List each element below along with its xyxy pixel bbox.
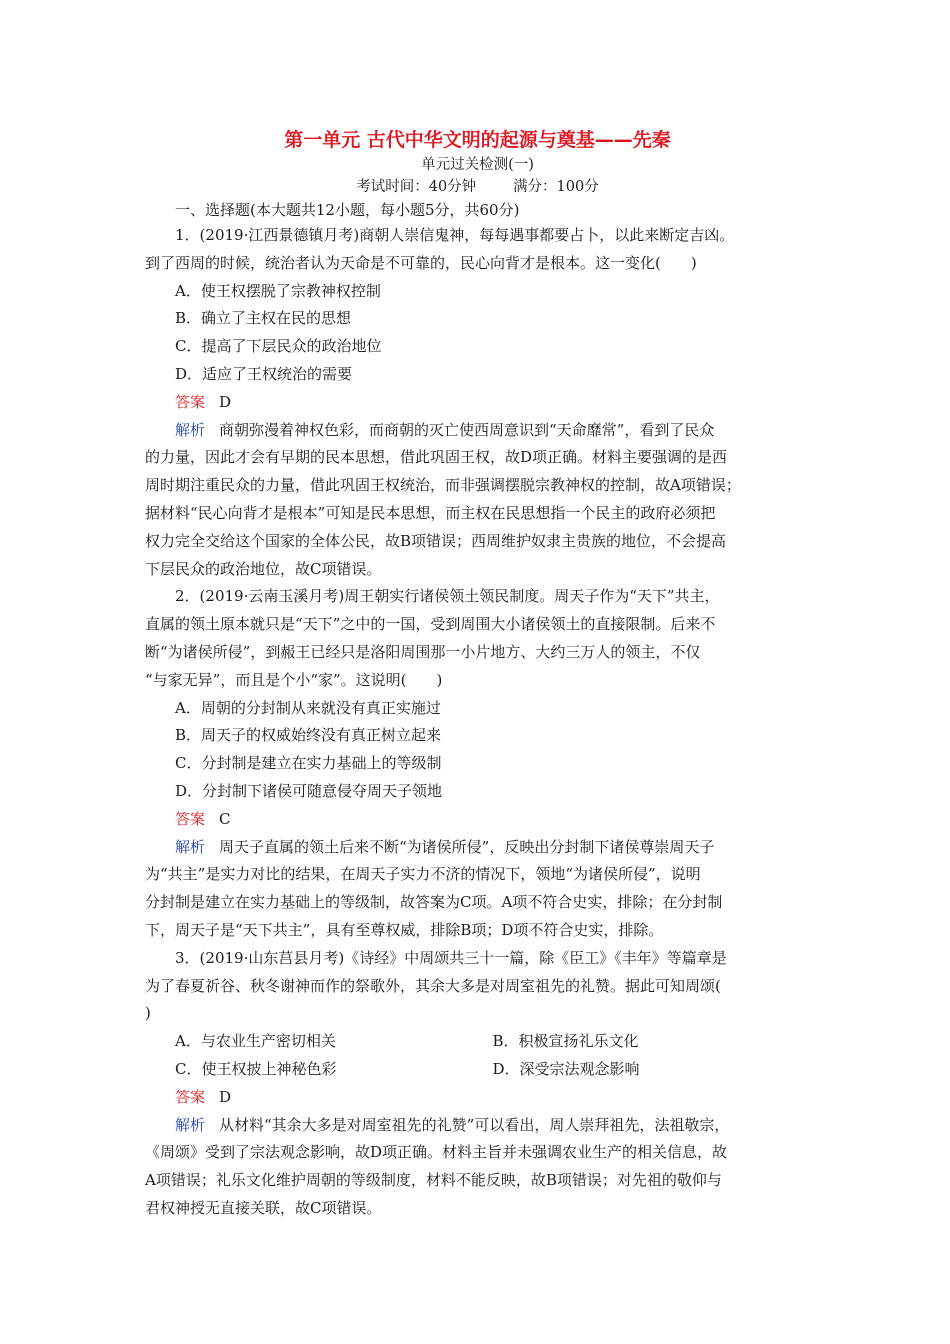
question-3-analysis-line-4: 君权神授无直接关联，故C项错误。 [145, 1198, 382, 1217]
question-2-option-a: A．周朝的分封制从来就没有真正实施过 [175, 698, 441, 717]
question-3-option-d: D．深受宗法观念影响 [492, 1059, 640, 1078]
question-3-analysis-line-1: 解析 从材料“其余大多是对周室祖先的礼赞”可以看出，周人崇拜祖先，法祖敬宗， [175, 1115, 730, 1134]
document-page [145, 126, 810, 1223]
question-1-answer-value: D [219, 392, 232, 411]
exam-time: 考试时间：40分钟 [356, 179, 477, 195]
question-3-answer-value: D [219, 1087, 232, 1106]
question-1-answer [145, 389, 810, 417]
question-3-option-a: A．与农业生产密切相关 [175, 1032, 336, 1051]
analysis-label: 解析 [175, 420, 206, 439]
question-2-stem-line-2: 直属的领土原本就只是“天下”之中的一国，受到周围大小诸侯领土的直接限制。后来不 [145, 615, 716, 634]
question-1-option-a: A．使王权摆脱了宗教神权控制 [175, 281, 381, 300]
exam-meta [145, 176, 810, 198]
question-1-stem-line-1: 1．(2019·江西景德镇月考)商朝人崇信鬼神，每每遇事都要占卜，以此来断定吉凶。 [175, 226, 735, 244]
question-2 [145, 583, 810, 944]
question-3-stem-line-2: 为了春夏祈谷、秋冬谢神而作的祭歌外，其余大多是对周室祖先的礼赞。据此可知周颂( [145, 976, 721, 995]
question-2-stem-line-1: 2．(2019·云南玉溪月考)周王朝实行诸侯领土领民制度。周天子作为“天下”共主， [175, 587, 720, 606]
question-2-stem-line-4: “与家无异”，而且是个小“家”。这说明( ) [145, 670, 443, 689]
question-1-stem-line-2: 到了西周的时候，统治者认为天命是不可靠的，民心向背才是根本。这一变化( ) [145, 253, 697, 272]
question-3-stem-line-3: ) [145, 1004, 151, 1023]
question-1-analysis-line-3: 周时期注重民众的力量，借此巩固王权统治，而非强调摆脱宗教神权的控制，故A项错误； [145, 476, 741, 495]
analysis-label: 解析 [175, 837, 206, 856]
question-2-analysis-line-4: 下，周天子是“天下共主”，具有至尊权威，排除B项；D项不符合史实，排除。 [145, 920, 664, 939]
full-score: 满分：100分 [513, 179, 599, 195]
section-heading: 一、选择题(本大题共12小题，每小题5分，共60分) [175, 201, 520, 219]
question-2-stem-line-3: 断“为诸侯所侵”，到赧王已经只是洛阳周围那一小片地方、大约三万人的领主，不仅 [145, 642, 701, 661]
question-2-option-b: B．周天子的权威始终没有真正树立起来 [175, 726, 442, 745]
question-1-option-c: C．提高了下层民众的政治地位 [175, 337, 382, 356]
question-3-options-row-1 [145, 1028, 810, 1056]
question-3-option-c: C．使王权披上神秘色彩 [175, 1059, 337, 1078]
question-1 [145, 222, 810, 583]
answer-label: 答案 [175, 1087, 206, 1106]
question-2-option-d: D．分封制下诸侯可随意侵夺周天子领地 [175, 781, 443, 800]
unit-title: 第一单元 古代中华文明的起源与奠基——先秦 [284, 129, 671, 151]
question-3-stem-line-1: 3．(2019·山东莒县月考)《诗经》中周颂共三十一篇，除《臣工》《丰年》等篇章是 [175, 948, 727, 967]
question-2-answer [145, 806, 810, 834]
question-3-options-row-2 [145, 1056, 810, 1084]
analysis-label: 解析 [175, 1115, 206, 1134]
answer-label: 答案 [175, 809, 206, 828]
question-1-analysis-line-4: 据材料“民心向背才是根本”可知是民本思想，而主权在民思想指一个民主的政府必须把 [145, 503, 716, 522]
answer-label: 答案 [175, 392, 206, 411]
question-1-analysis-line-1: 解析 商朝弥漫着神权色彩，而商朝的灭亡使西周意识到“天命靡常”，看到了民众 [175, 420, 715, 439]
question-3 [145, 945, 810, 1223]
question-1-analysis-line-5: 权力完全交给这个国家的全体公民，故B项错误；西周维护奴隶主贵族的地位，不会提高 [145, 531, 727, 550]
question-3-option-b: B．积极宣扬礼乐文化 [492, 1032, 639, 1051]
question-1-option-b: B．确立了主权在民的思想 [175, 309, 352, 328]
question-2-answer-value: C [219, 809, 231, 828]
question-3-analysis-line-3: A项错误；礼乐文化维护周朝的等级制度，材料不能反映，故B项错误；对先祖的敬仰与 [145, 1171, 722, 1190]
question-3-answer [145, 1084, 810, 1112]
question-2-analysis-line-3: 分封制是建立在实力基础上的等级制，故答案为C项。A项不符合史实，排除；在分封制 [145, 893, 723, 912]
question-2-analysis-line-1: 解析 周天子直属的领土后来不断“为诸侯所侵”，反映出分封制下诸侯尊崇周天子 [175, 837, 715, 856]
question-2-option-c: C．分封制是建立在实力基础上的等级制 [175, 754, 442, 773]
question-2-analysis-line-2: 为“共主”是实力对比的结果，在周天子实力不济的情况下，领地“为诸侯所侵”，说明 [145, 865, 701, 884]
test-subtitle: 单元过关检测(一) [421, 157, 534, 173]
question-1-analysis-line-6: 下层民众的政治地位，故C项错误。 [145, 559, 382, 578]
question-3-analysis-line-2: 《周颂》受到了宗法观念影响，故D项正确。材料主旨并未强调农业生产的相关信息，故 [145, 1143, 728, 1162]
question-1-analysis-line-2: 的力量，因此才会有早期的民本思想，借此巩固王权，故D项正确。材料主要强调的是西 [145, 448, 728, 467]
question-1-option-d: D．适应了王权统治的需要 [175, 364, 353, 383]
